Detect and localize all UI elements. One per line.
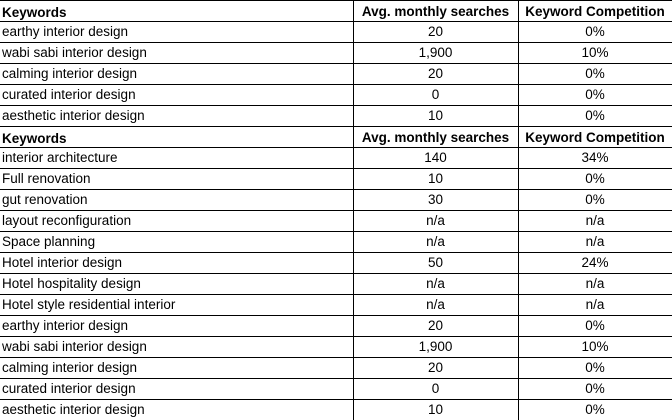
competition-cell[interactable]: 0% [518,379,672,400]
header-keyword-competition[interactable]: Keyword Competition [518,1,672,22]
competition-cell[interactable]: 0% [518,358,672,379]
table-row [0,106,672,127]
table-row [0,211,672,232]
searches-cell[interactable]: 50 [353,253,518,274]
keyword-cell[interactable]: Hotel interior design [0,253,353,274]
searches-cell[interactable]: 20 [353,316,518,337]
competition-cell[interactable]: n/a [518,211,672,232]
searches-cell[interactable]: n/a [353,274,518,295]
table-row [0,43,672,64]
header-keywords[interactable]: Keywords [0,1,353,22]
header-keyword-competition[interactable]: Keyword Competition [518,127,672,148]
keyword-table-body [0,1,672,420]
keyword-cell[interactable]: curated interior design [0,85,353,106]
keyword-cell[interactable]: aesthetic interior design [0,106,353,127]
keyword-cell[interactable]: earthy interior design [0,22,353,43]
competition-cell[interactable]: 10% [518,43,672,64]
searches-cell[interactable]: n/a [353,232,518,253]
header-avg-monthly-searches[interactable]: Avg. monthly searches [353,127,518,148]
competition-cell[interactable]: 0% [518,106,672,127]
header-row [0,127,672,148]
competition-cell[interactable]: n/a [518,295,672,316]
searches-cell[interactable]: 10 [353,169,518,190]
table-row [0,64,672,85]
table-row [0,379,672,400]
competition-cell[interactable]: 0% [518,190,672,211]
searches-cell[interactable]: 0 [353,379,518,400]
searches-cell[interactable]: 10 [353,106,518,127]
searches-cell[interactable]: 20 [353,22,518,43]
keyword-cell[interactable]: layout reconfiguration [0,211,353,232]
keyword-cell[interactable]: wabi sabi interior design [0,337,353,358]
competition-cell[interactable]: 10% [518,337,672,358]
competition-cell[interactable]: 0% [518,85,672,106]
keyword-cell[interactable]: curated interior design [0,379,353,400]
keyword-cell[interactable]: calming interior design [0,358,353,379]
table-row [0,253,672,274]
keyword-cell[interactable]: gut renovation [0,190,353,211]
header-keywords[interactable]: Keywords [0,127,353,148]
searches-cell[interactable]: 30 [353,190,518,211]
searches-cell[interactable]: n/a [353,295,518,316]
table-row [0,85,672,106]
keyword-cell[interactable]: Full renovation [0,169,353,190]
keyword-cell[interactable]: earthy interior design [0,316,353,337]
searches-cell[interactable]: 1,900 [353,43,518,64]
table-row [0,337,672,358]
searches-cell[interactable]: 1,900 [353,337,518,358]
searches-cell[interactable]: n/a [353,211,518,232]
competition-cell[interactable]: 0% [518,316,672,337]
competition-cell[interactable]: 0% [518,22,672,43]
keyword-cell[interactable]: interior architecture [0,148,353,169]
keyword-cell[interactable]: Hotel style residential interior [0,295,353,316]
keyword-cell[interactable]: calming interior design [0,64,353,85]
keyword-cell[interactable]: wabi sabi interior design [0,43,353,64]
keyword-cell[interactable]: Space planning [0,232,353,253]
header-row [0,1,672,22]
keyword-cell[interactable]: Hotel hospitality design [0,274,353,295]
table-row [0,148,672,169]
competition-cell[interactable]: n/a [518,274,672,295]
searches-cell[interactable]: 10 [353,400,518,420]
table-row [0,22,672,43]
competition-cell[interactable]: 24% [518,253,672,274]
table-row [0,232,672,253]
table-row [0,400,672,420]
table-row [0,316,672,337]
table-row [0,169,672,190]
table-row [0,358,672,379]
searches-cell[interactable]: 140 [353,148,518,169]
searches-cell[interactable]: 0 [353,85,518,106]
competition-cell[interactable]: n/a [518,232,672,253]
competition-cell[interactable]: 0% [518,169,672,190]
table-row [0,274,672,295]
keyword-cell[interactable]: aesthetic interior design [0,400,353,420]
table-row [0,295,672,316]
competition-cell[interactable]: 34% [518,148,672,169]
competition-cell[interactable]: 0% [518,400,672,420]
searches-cell[interactable]: 20 [353,358,518,379]
competition-cell[interactable]: 0% [518,64,672,85]
header-avg-monthly-searches[interactable]: Avg. monthly searches [353,1,518,22]
searches-cell[interactable]: 20 [353,64,518,85]
table-row [0,190,672,211]
